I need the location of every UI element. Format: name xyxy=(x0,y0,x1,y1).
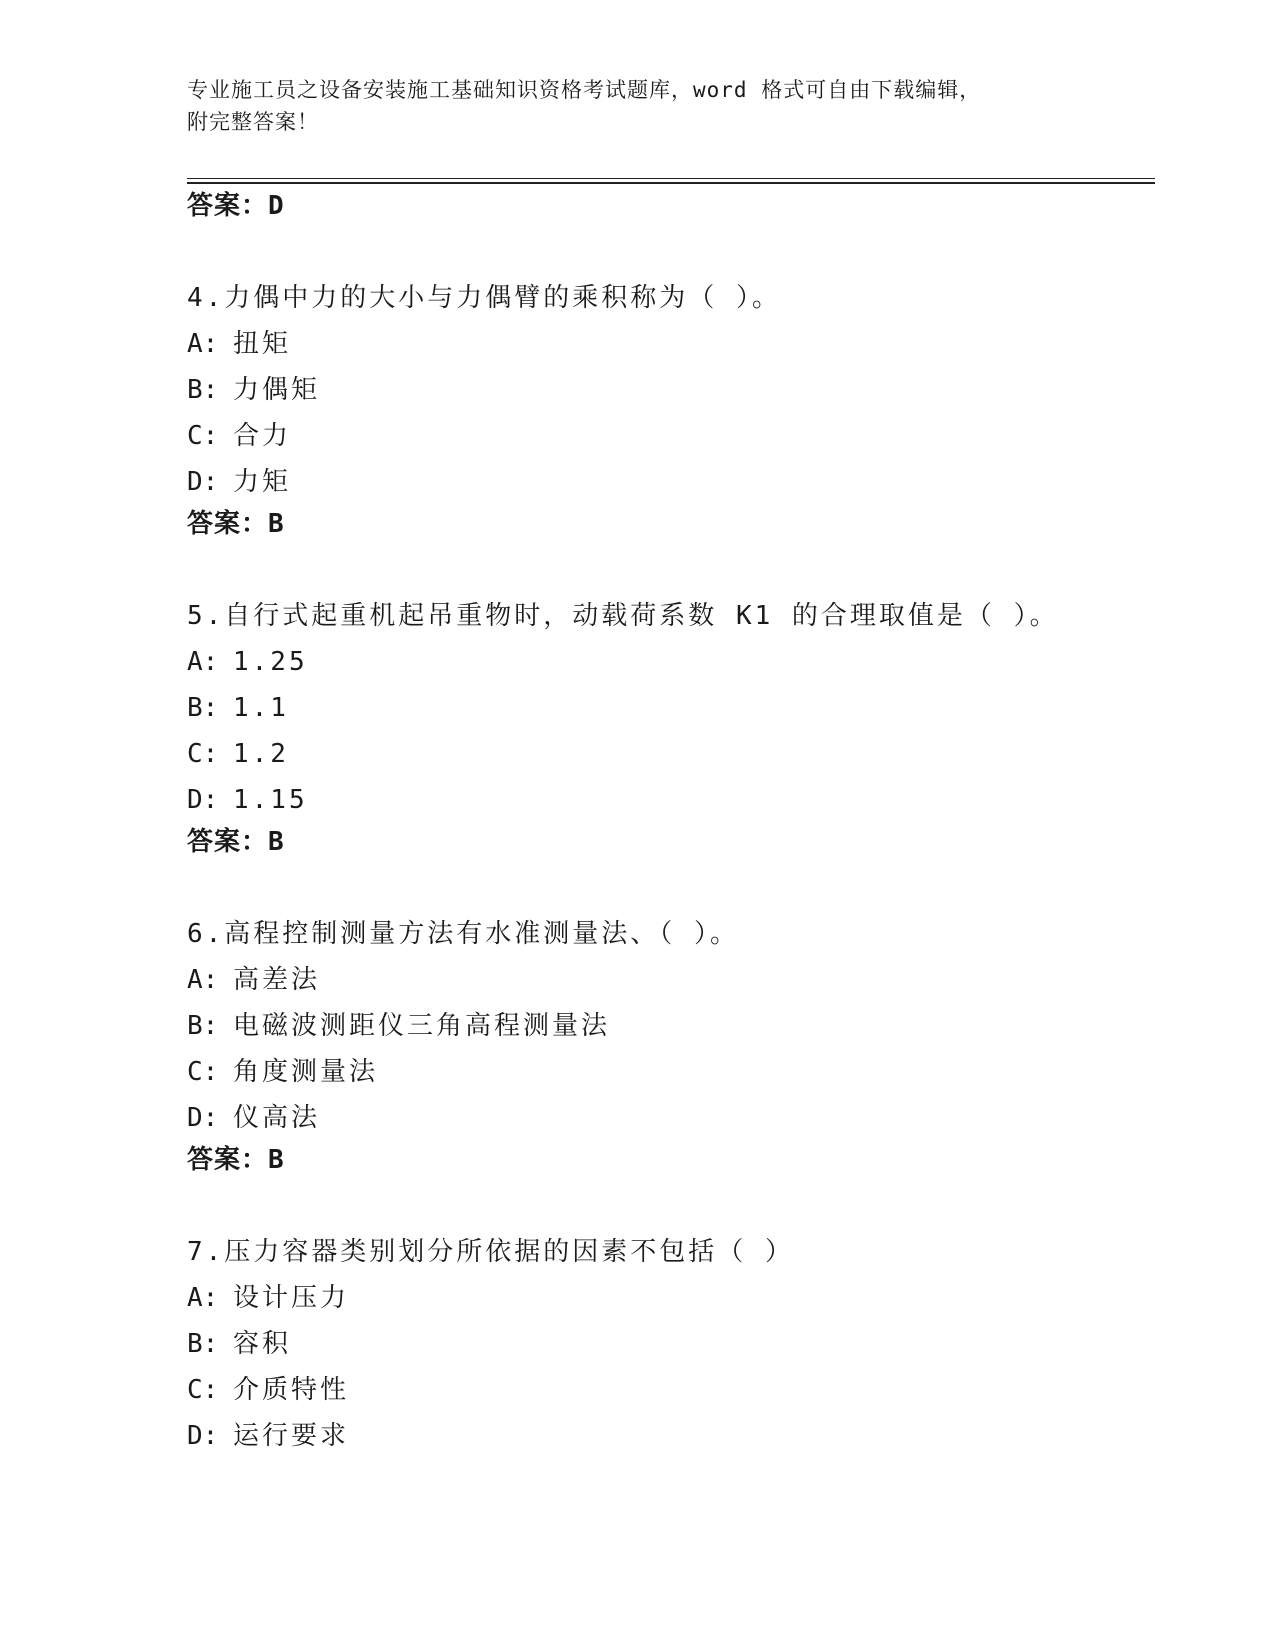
option-c xyxy=(187,1056,1167,1088)
option-letter: D: xyxy=(187,467,219,497)
option-d xyxy=(187,784,1167,816)
option-b xyxy=(187,692,1167,724)
option-a xyxy=(187,646,1167,678)
option-a xyxy=(187,964,1167,996)
option-letter: B: xyxy=(187,693,219,723)
option-d xyxy=(187,1420,1167,1452)
option-text: 介质特性 xyxy=(233,1375,350,1405)
option-letter: D: xyxy=(187,785,219,815)
option-letter: A: xyxy=(187,965,219,995)
option-text: 力矩 xyxy=(233,467,292,497)
option-c xyxy=(187,738,1167,770)
header-rule-thin xyxy=(187,178,1155,179)
question-gap xyxy=(187,540,1167,600)
option-text: 1.25 xyxy=(233,647,308,677)
option-text: 电磁波测距仪三角高程测量法 xyxy=(233,1011,611,1041)
header-line-2: 附完整答案！ xyxy=(187,110,319,134)
option-letter: C: xyxy=(187,1375,219,1405)
option-letter: B: xyxy=(187,1011,219,1041)
option-letter: C: xyxy=(187,739,219,769)
option-a xyxy=(187,328,1167,360)
question-text: 4.力偶中力的大小与力偶臂的乘积称为（ ）。 xyxy=(187,283,781,313)
option-text: 1.15 xyxy=(233,785,308,815)
header-line-1: 专业施工员之设备安装施工基础知识资格考试题库，word 格式可自由下载编辑， xyxy=(187,78,982,102)
question-block-6 xyxy=(187,918,1167,1176)
option-letter: C: xyxy=(187,1057,219,1087)
answer-line: 答案：B xyxy=(187,1145,285,1175)
option-letter: D: xyxy=(187,1421,219,1451)
option-letter: B: xyxy=(187,375,219,405)
option-text: 容积 xyxy=(233,1329,292,1359)
option-text: 1.1 xyxy=(233,693,289,723)
question-block-7 xyxy=(187,1236,1167,1452)
option-b xyxy=(187,374,1167,406)
option-letter: C: xyxy=(187,421,219,451)
question-list xyxy=(187,190,1167,1452)
option-text: 角度测量法 xyxy=(233,1057,379,1087)
option-letter: A: xyxy=(187,1283,219,1313)
question-block-5 xyxy=(187,600,1167,858)
question-gap xyxy=(187,222,1167,282)
option-c xyxy=(187,420,1167,452)
option-text: 力偶矩 xyxy=(233,375,321,405)
question-block-4 xyxy=(187,282,1167,540)
option-d xyxy=(187,466,1167,498)
option-letter: A: xyxy=(187,647,219,677)
answer-line: 答案：D xyxy=(187,191,285,221)
question-text: 7.压力容器类别划分所依据的因素不包括（ ） xyxy=(187,1237,794,1267)
option-d xyxy=(187,1102,1167,1134)
option-text: 合力 xyxy=(233,421,292,451)
option-text: 仪高法 xyxy=(233,1103,321,1133)
answer-line: 答案：B xyxy=(187,509,285,539)
question-text: 5.自行式起重机起吊重物时，动载荷系数 K1 的合理取值是（ ）。 xyxy=(187,601,1059,631)
document-header xyxy=(187,74,1067,138)
option-b xyxy=(187,1010,1167,1042)
question-gap xyxy=(187,1176,1167,1236)
option-text: 运行要求 xyxy=(233,1421,350,1451)
option-b xyxy=(187,1328,1167,1360)
option-letter: A: xyxy=(187,329,219,359)
option-text: 设计压力 xyxy=(233,1283,350,1313)
option-text: 扭矩 xyxy=(233,329,292,359)
question-gap xyxy=(187,858,1167,918)
option-letter: B: xyxy=(187,1329,219,1359)
question-text: 6.高程控制测量方法有水准测量法、（ ）。 xyxy=(187,919,739,949)
option-text: 高差法 xyxy=(233,965,321,995)
option-a xyxy=(187,1282,1167,1314)
option-letter: D: xyxy=(187,1103,219,1133)
option-text: 1.2 xyxy=(233,739,289,769)
answer-line: 答案：B xyxy=(187,827,285,857)
option-c xyxy=(187,1374,1167,1406)
header-rule-thick xyxy=(187,182,1155,184)
